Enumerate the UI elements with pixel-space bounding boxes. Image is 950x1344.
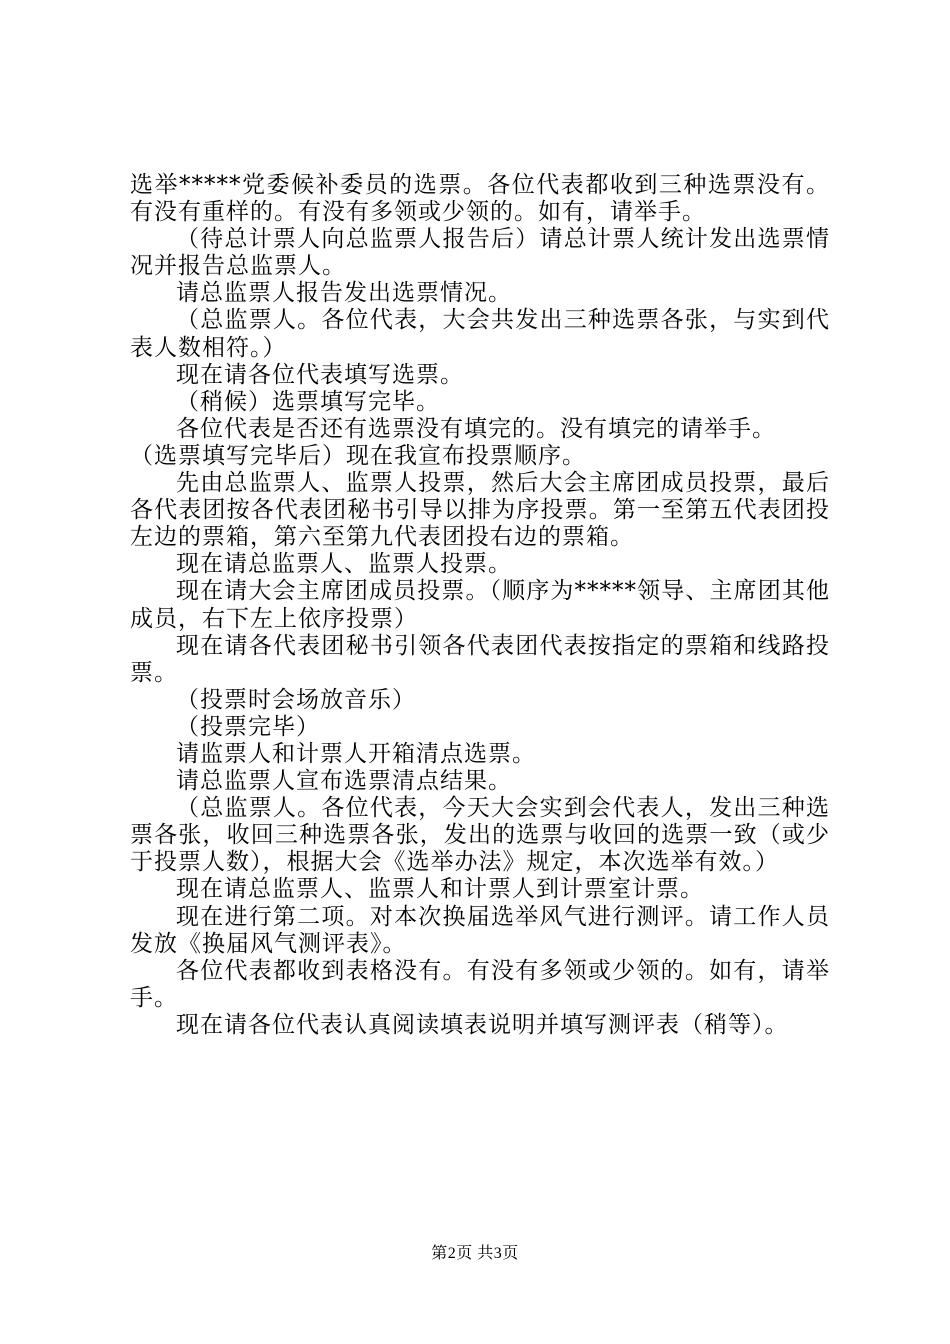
- document-body: [130, 172, 830, 1039]
- paragraph: 现在请总监票人、监票人和计票人到计票室计票。: [176, 876, 704, 903]
- paragraph: （选票填写完毕后）现在我宣布投票顺序。: [130, 442, 586, 469]
- paragraph: （待总计票人向总监票人报告后）请总计票人统计发出选票情况并报告总监票人。: [130, 226, 830, 280]
- paragraph: （投票完毕）: [176, 713, 320, 740]
- paragraph: 现在请各位代表认真阅读填表说明并填写测评表（稍等）。: [176, 1011, 789, 1038]
- paragraph: 各位代表是否还有选票没有填完的。没有填完的请举手。: [176, 415, 776, 442]
- paragraph: （总监票人。各位代表，大会共发出三种选票各张，与实到代表人数相符。）: [130, 307, 830, 361]
- paragraph: 选举*****党委候补委员的选票。各位代表都收到三种选票没有。有没有重样的。有没有多领或少领的。如有，请举手。: [130, 172, 830, 226]
- paragraph: 现在请各代表团秘书引领各代表团代表按指定的票箱和线路投票。: [130, 632, 830, 686]
- paragraph: （投票时会场放音乐）: [176, 686, 416, 713]
- paragraph: 请总监票人报告发出选票情况。: [176, 280, 512, 307]
- paragraph: 请监票人和计票人开箱清点选票。: [176, 740, 536, 767]
- paragraph: 现在请大会主席团成员投票。（顺序为*****领导、主席团其他成员，右下左上依序投票）: [130, 578, 830, 632]
- paragraph: （总监票人。各位代表，今天大会实到会代表人，发出三种选票各张，收回三种选票各张，发出的选票与收回的选票一致（或少于投票人数），根据大会《选举办法》规定，本次选举有效。）: [130, 795, 830, 876]
- paragraph: 现在请各位代表填写选票。: [176, 361, 464, 388]
- paragraph: （稍候）选票填写完毕。: [176, 388, 440, 415]
- paragraph: 现在请总监票人、监票人投票。: [176, 551, 512, 578]
- page-number-label: 第2页 共3页: [431, 1245, 519, 1262]
- paragraph: 请总监票人宣布选票清点结果。: [176, 768, 512, 795]
- paragraph: 现在进行第二项。对本次换届选举风气进行测评。请工作人员发放《换届风气测评表》。: [130, 903, 830, 957]
- page-footer: [0, 1244, 950, 1264]
- paragraph: 先由总监票人、监票人投票，然后大会主席团成员投票，最后各代表团按各代表团秘书引导以排为序投票。第一至第五代表团投左边的票箱，第六至第九代表团投右边的票箱。: [130, 470, 830, 551]
- paragraph: 各位代表都收到表格没有。有没有多领或少领的。如有，请举手。: [130, 957, 830, 1011]
